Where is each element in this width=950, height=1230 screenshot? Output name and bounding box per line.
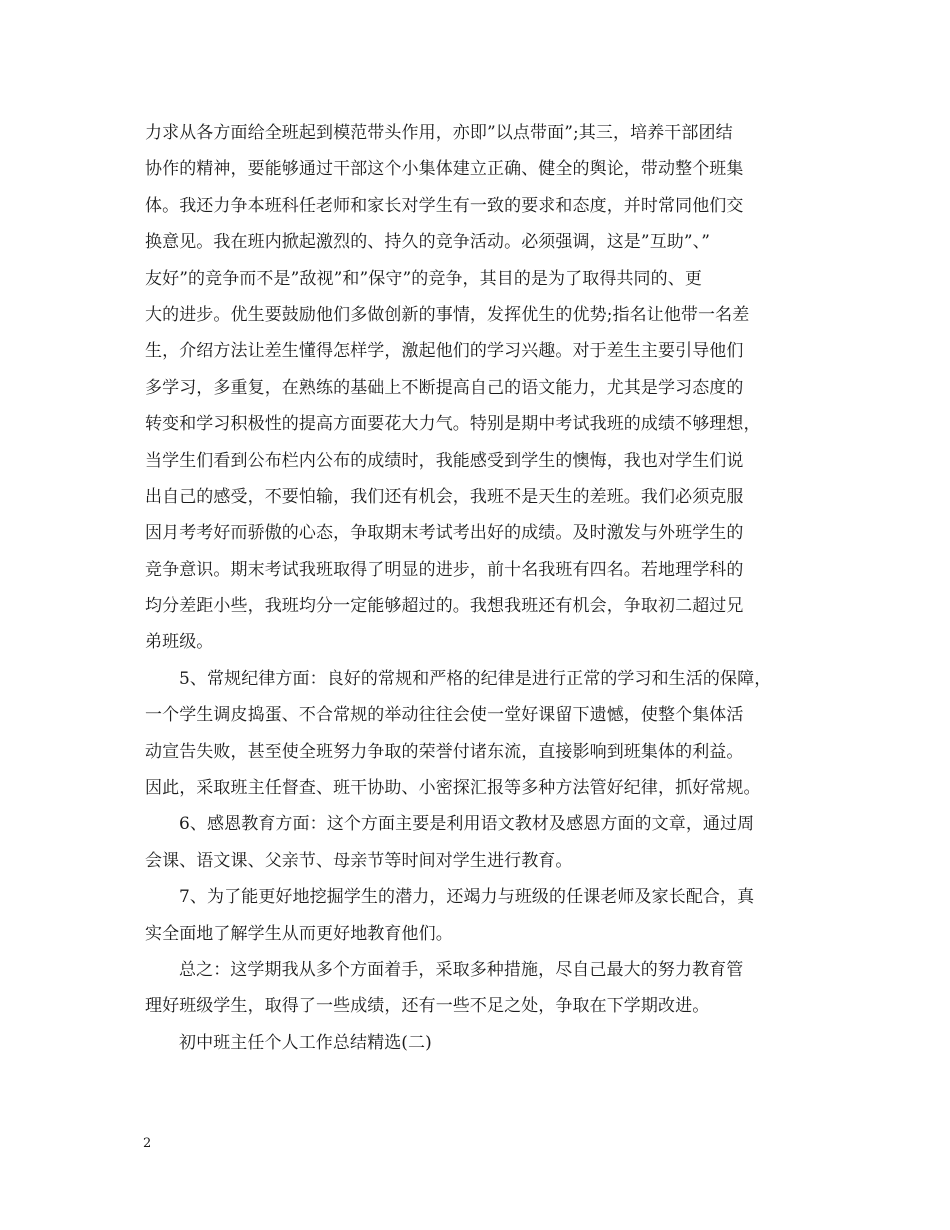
- text-line: 体。我还力争本班科任老师和家长对学生有一致的要求和态度，并时常同他们交: [145, 195, 744, 216]
- text-line: 会课、语文课、父亲节、母亲节等时间对学生进行教育。: [145, 850, 573, 871]
- text-line: 因月考考好而骄傲的心态，争取期末考试考出好的成绩。及时激发与外班学生的: [145, 523, 744, 544]
- text-line: 动宣告失败，甚至使全班努力争取的荣誉付诸东流，直接影响到班集体的利益。: [145, 741, 744, 762]
- text-line: 一个学生调皮捣蛋、不合常规的举动往往会使一堂好课留下遗憾，使整个集体活: [145, 705, 744, 726]
- text-line: 因此，采取班主任督查、班干协助、小密探汇报等多种方法管好纪律，抓好常规。: [145, 778, 761, 799]
- text-line: 当学生们看到公布栏内公布的成绩时，我能感受到学生的懊悔，我也对学生们说: [145, 450, 744, 471]
- text-line: 实全面地了解学生从而更好地教育他们。: [145, 923, 453, 944]
- text-line: 7、为了能更好地挖掘学生的潜力，还竭力与班级的任课老师及家长配合，真: [179, 887, 755, 908]
- text-line: 出自己的感受，不要怕输，我们还有机会，我班不是天生的差班。我们必须克服: [145, 486, 744, 507]
- text-line: 换意见。我在班内掀起激烈的、持久的竞争活动。必须强调，这是”互助”、”: [145, 232, 711, 253]
- text-line: 总之：这学期我从多个方面着手，采取多种措施，尽自己最大的努力教育管: [179, 959, 744, 980]
- text-line: 弟班级。: [145, 632, 214, 653]
- text-line: 力求从各方面给全班起到模范带头作用，亦即”以点带面”;其三，培养干部团结: [145, 123, 733, 143]
- text-line: 均分差距小些，我班均分一定能够超过的。我想我班还有机会，争取初二超过兄: [145, 596, 744, 617]
- text-line: 多学习，多重复，在熟练的基础上不断提高自己的语文能力，尤其是学习态度的: [145, 377, 744, 398]
- text-line: 初中班主任个人工作总结精选(二): [179, 1032, 432, 1053]
- text-line: 生，介绍方法让差生懂得怎样学，激起他们的学习兴趣。对于差生主要引导他们: [145, 341, 744, 362]
- page-number: 2: [143, 1136, 152, 1151]
- text-line: 理好班级学生，取得了一些成绩，还有一些不足之处，争取在下学期改进。: [145, 996, 710, 1017]
- text-line: 友好”的竞争而不是”敌视”和”保守”的竞争，其目的是为了取得共同的、更: [145, 268, 702, 289]
- text-line: 大的进步。优生要鼓励他们多做创新的事情，发挥优生的优势;指名让他带一名差: [145, 304, 750, 325]
- text-line: 竞争意识。期末考试我班取得了明显的进步，前十名我班有四名。若地理学科的: [145, 559, 744, 580]
- text-line: 5、常规纪律方面：良好的常规和严格的纪律是进行正常的学习和生活的保障，: [179, 668, 772, 689]
- body-text: [145, 115, 815, 1061]
- text-line: 协作的精神，要能够通过干部这个小集体建立正确、健全的舆论，带动整个班集: [145, 159, 744, 180]
- text-line: 6、感恩教育方面：这个方面主要是利用语文教材及感恩方面的文章，通过周: [179, 814, 755, 835]
- text-line: 转变和学习积极性的提高方面要花大力气。特别是期中考试我班的成绩不够理想，: [145, 414, 761, 435]
